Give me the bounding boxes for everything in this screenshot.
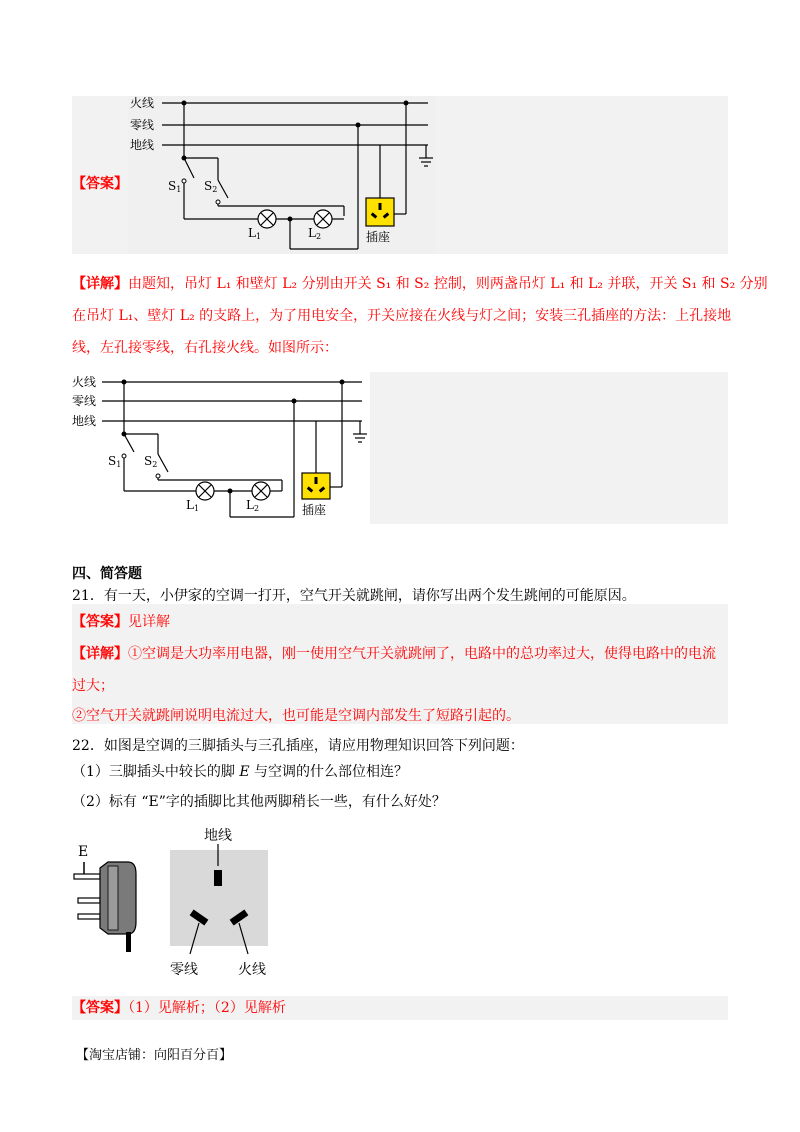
- detail-20-line2: 在吊灯 L₁、壁灯 L₂ 的支路上，为了用电安全，开关应接在火线与灯之间；安装三孔插座的方法：上孔接地: [72, 308, 732, 324]
- detail-21-1: 【详解】①空调是大功率用电器，刚一使用空气开关就跳闸了，电路中的总功率过大，使得电路中的电流过大；: [72, 646, 716, 694]
- label-ground-line: 地线: [130, 138, 155, 152]
- label-socket-2: 插座: [302, 503, 327, 517]
- label-ground-line-2: 地线: [72, 414, 97, 428]
- label-l2-2: L2: [246, 498, 260, 513]
- label-fire-line: 火线: [130, 96, 155, 110]
- answer-tag: 【答案】: [72, 176, 128, 192]
- label-s2-2: S2: [144, 454, 158, 469]
- detail-21-2: ②空气开关就跳闸说明电流过大，也可能是空调内部发生了短路引起的。: [72, 708, 520, 724]
- socket-fire-label: 火线: [238, 962, 266, 978]
- label-socket: 插座: [366, 230, 391, 244]
- question-22: 22．如图是空调的三脚插头与三孔插座，请应用物理知识回答下列问题：: [72, 738, 524, 754]
- detail-20-line3: 线，左孔接零线，右孔接火线。如图所示：: [72, 340, 338, 356]
- label-l1: L1: [248, 226, 262, 241]
- section-title: 四、简答题: [72, 566, 142, 582]
- label-s1-2: S1: [108, 454, 122, 469]
- label-fire-line-2: 火线: [72, 375, 97, 389]
- answer-22: 【答案】（1）见解析；（2）见解析: [72, 1000, 286, 1016]
- plug-e-label: E: [78, 844, 89, 860]
- detail-20-line1: 【详解】由题知，吊灯 L₁ 和壁灯 L₂ 分别由开关 S₁ 和 S₂ 控制，则两盏吊灯 L₁ 和 L₂ 并联，开关 S₁ 和 S₂ 分别: [72, 276, 768, 292]
- label-s1: S1: [168, 179, 182, 194]
- footer-shop: 【淘宝店铺：向阳百分百】: [76, 1048, 233, 1063]
- label-s2: S2: [204, 179, 218, 194]
- label-l2: L2: [308, 226, 322, 241]
- label-l1-2: L1: [186, 498, 200, 513]
- socket-ground-label: 地线: [204, 828, 232, 844]
- socket-zero-label: 零线: [170, 962, 198, 978]
- circuit-diagram-detail: [72, 372, 370, 524]
- question-22-sub2: （2）标有 “E”字的插脚比其他两脚稍长一些，有什么好处？: [72, 794, 446, 810]
- label-zero-line-2: 零线: [72, 394, 97, 408]
- question-21: 21．有一天，小伊家的空调一打开，空气开关就跳闸，请你写出两个发生跳闸的可能原因。: [72, 588, 636, 604]
- question-22-sub1: （1）三脚插头中较长的脚 E 与空调的什么部位相连？: [72, 764, 409, 780]
- plug-socket-illustration: [72, 822, 272, 982]
- answer-21: 【答案】见详解: [72, 614, 170, 630]
- circuit-diagram-answer: [128, 96, 436, 254]
- label-zero-line: 零线: [130, 118, 155, 132]
